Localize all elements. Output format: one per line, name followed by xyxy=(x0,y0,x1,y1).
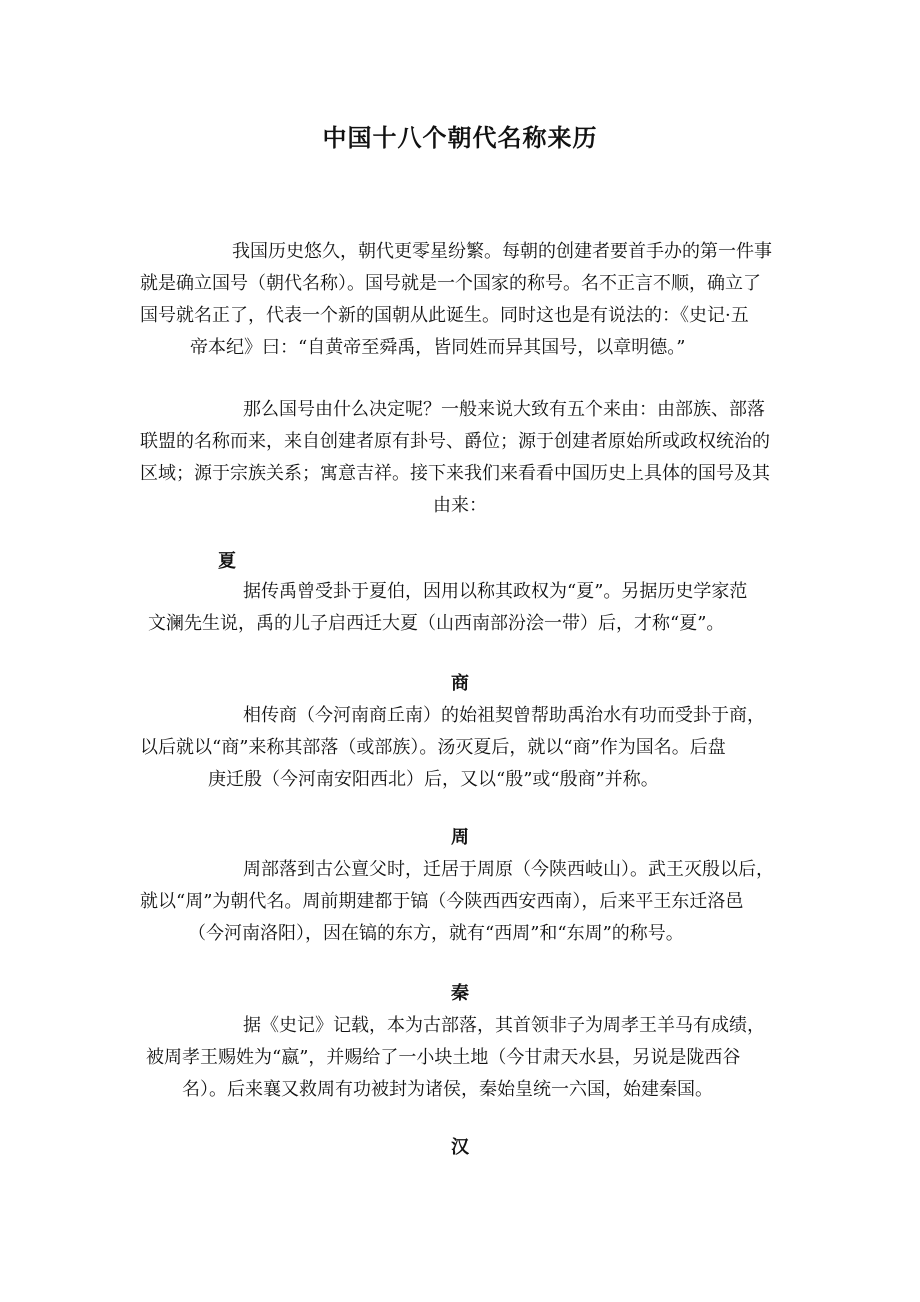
text-line: 联盟的名称而来，来自创建者原有卦号、爵位；源于创建者原始所或政权统治的 xyxy=(140,431,770,452)
text-line: 庚迁殷（今河南安阳西北）后，又以“殷”或“殷商”并称。 xyxy=(208,769,659,790)
text-line: 文澜先生说，禹的儿子启西迁大夏（山西南部汾浍一带）后，才称“夏”。 xyxy=(148,613,725,634)
document-title: 中国十八个朝代名称来历 xyxy=(322,123,598,152)
text-line: 区域；源于宗族关系；寓意吉祥。接下来我们来看看中国历史上具体的国号及其 xyxy=(140,463,770,484)
text-line: 我国历史悠久，朝代更零星纷繁。每朝的创建者要首手办的第一件事 xyxy=(232,241,772,262)
text-line: 就以“周”为朝代名。周前期建都于镐（今陕西西安西南），后来平王东迁洛邑 xyxy=(140,891,744,912)
text-line: 被周孝王赐姓为“嬴”，并赐给了一小块土地（今甘肃天水县，另说是陇西谷 xyxy=(146,1047,741,1068)
text-line: 周部落到古公亶父时，迁居于周原（今陕西岐山）。武王灭殷以后， xyxy=(243,859,774,880)
text-line: （今河南洛阳），因在镐的东方，就有“西周”和“东周”的称号。 xyxy=(188,923,684,944)
section-heading: 秦 xyxy=(451,983,469,1004)
section-heading: 商 xyxy=(451,673,469,694)
text-line: 国号就名正了，代表一个新的国朝从此诞生。同时这也是有说法的：《史记·五 xyxy=(140,305,749,326)
text-line: 帝本纪》曰：“自黄帝至舜禹，皆同姓而异其国号，以章明德。” xyxy=(190,337,686,358)
text-line: 由来： xyxy=(433,495,487,516)
section-heading: 周 xyxy=(451,827,469,848)
text-line: 据《史记》记载，本为古部落，其首领非子为周孝王羊马有成绩， xyxy=(243,1015,765,1036)
text-line: 相传商（今河南商丘南）的始祖契曾帮助禹治水有功而受卦于商， xyxy=(243,705,765,726)
text-line: 名）。后来襄又救周有功被封为诸侯，秦始皇统一六国，始建秦国。 xyxy=(182,1079,713,1100)
text-line: 那么国号由什么决定呢？一般来说大致有五个来由：由部族、部落 xyxy=(243,399,765,420)
text-line: 据传禹曾受卦于夏伯，因用以称其政权为“夏”。另据历史学家范 xyxy=(243,581,748,602)
section-heading: 夏 xyxy=(218,551,236,572)
section-heading: 汉 xyxy=(451,1137,469,1158)
text-line: 以后就以“商”来称其部落（或部族）。汤灭夏后，就以“商”作为国名。后盘 xyxy=(140,737,726,758)
text-line: 就是确立国号（朝代名称）。国号就是一个国家的称号。名不正言不顺，确立了 xyxy=(140,273,761,294)
